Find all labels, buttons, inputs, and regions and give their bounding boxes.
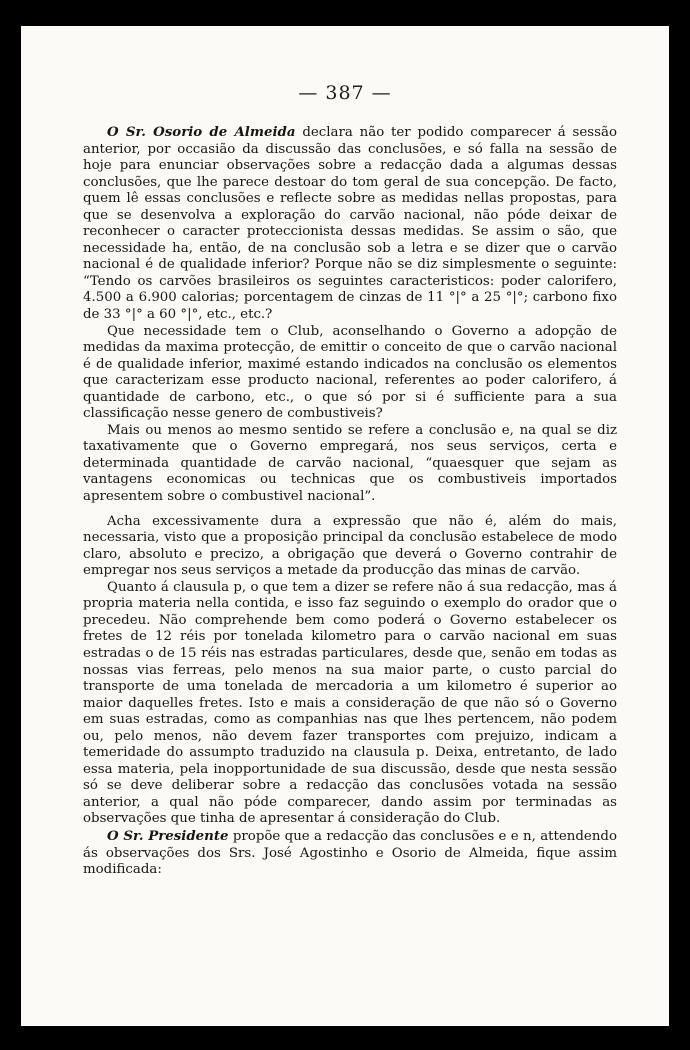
speaker-name: O Sr. Presidente <box>107 827 229 844</box>
paragraph-text: Que necessidade tem o Club, aconselhando o Governo a adopção de medidas da maxima protecção, de emittir o conceito de que o carvão nacional é de qualidade inferior, maximé estando indicados na conclusão os elementos que caracterizam esse producto nacional, referentes ao poder calorifero, á quantidade de carbono, etc., o que só por si é sufficiente para a sua classificação nesse genero de combustiveis? <box>83 323 617 422</box>
paragraph-clause-p <box>83 580 617 828</box>
page-number: — 387 — <box>298 82 392 104</box>
paragraph-text: Quanto á clausula p, o que tem a dizer se refere não á sua redacção, mas á propria materia nella contida, e isso faz seguindo o exemplo do orador que o precedeu. Não comprehende bem como poderá o Governo estabelecer os fretes de 12 réis por tonelada kilometro para o carvão nacional em suas estradas o de 15 réis nas estradas particulares, desde que, senão em todas as nossas vias ferreas, pelo menos na sua maior parte, o custo parcial do transporte de uma tonelada de mercadoria a um kilometro é superior ao maior daquelles fretes. Isto e mais a consideração de que não só o Governo em suas estradas, como as companhias nas que lhes pertencem, não podem ou, pelo menos, não devem fazer transportes com prejuizo, indicam a temeridade do assumpto traduzido na clausula p. Deixa, entretanto, de lado essa materia, pela inopportunidade de sua discussão, desde que nesta sessão só se deve deliberar sobre a redacção das conclusões votada na sessão anterior, a qual não póde comparecer, dando assim por terminadas as observações que tinha de apresentar á consideração do Club. <box>83 579 617 827</box>
paragraph-president <box>83 828 617 879</box>
speaker-name: O Sr. Osorio de Almeida <box>107 124 296 140</box>
paragraph-text: Acha excessivamente dura a expressão que não é, além do mais, necessaria, visto que a proposição principal da conclusão estabelece de modo claro, absoluto e precizo, a obrigação que deverá o Governo contrahir de empregar nos seus serviços a metade da producção das minas de carvão. <box>83 513 617 579</box>
paragraph-conclusion-e <box>83 423 617 506</box>
document-page <box>21 26 669 1026</box>
paragraph-necessity <box>83 324 617 423</box>
paragraph-osorio-intro <box>83 124 617 324</box>
paragraph-text: propõe que a redacção das conclusões e e n, attendendo ás observações dos Srs. José Agostinho e Osorio de Almeida, fique assim modificada: <box>83 828 617 878</box>
paragraph-expression <box>83 514 617 580</box>
paragraph-text: Mais ou menos ao mesmo sentido se refere a conclusão e, na qual se diz taxativamente que o Governo empregará, nos seus serviços, certa e determinada quantidade de carvão nacional, “quaesquer que sejam as vantagens economicas ou technicas que os combustiveis importados apresentem sobre o combustivel nacional”. <box>83 422 617 505</box>
paragraph-text: declara não ter podido comparecer á sessão anterior, por occasião da discussão das conclusões, e só falla na sessão de hoje para enunciar observações sobre a redacção dada a algumas dessas conclusões, que lhe parece destoar do tom geral de sua concepção. De facto, quem lê essas conclusões e reflecte sobre as medidas nellas propostas, para que se desenvolva a exploração do carvão nacional, não póde deixar de reconhecer o caracter proteccionista dessas medidas. Se assim o são, que necessidade ha, então, de na conclusão sob a letra e se dizer que o carvão nacional é de qualidade inferior? Porque não se diz simplesmente o seguinte: “Tendo os carvões brasileiros os seguintes caracteristicos: poder calorifero, 4.500 a 6.900 calorias; porcentagem de cinzas de 11 °|° a 25 °|°; carbono fixo de 33 °|° a 60 °|°, etc., etc.? <box>83 125 617 323</box>
page-body <box>83 124 617 879</box>
